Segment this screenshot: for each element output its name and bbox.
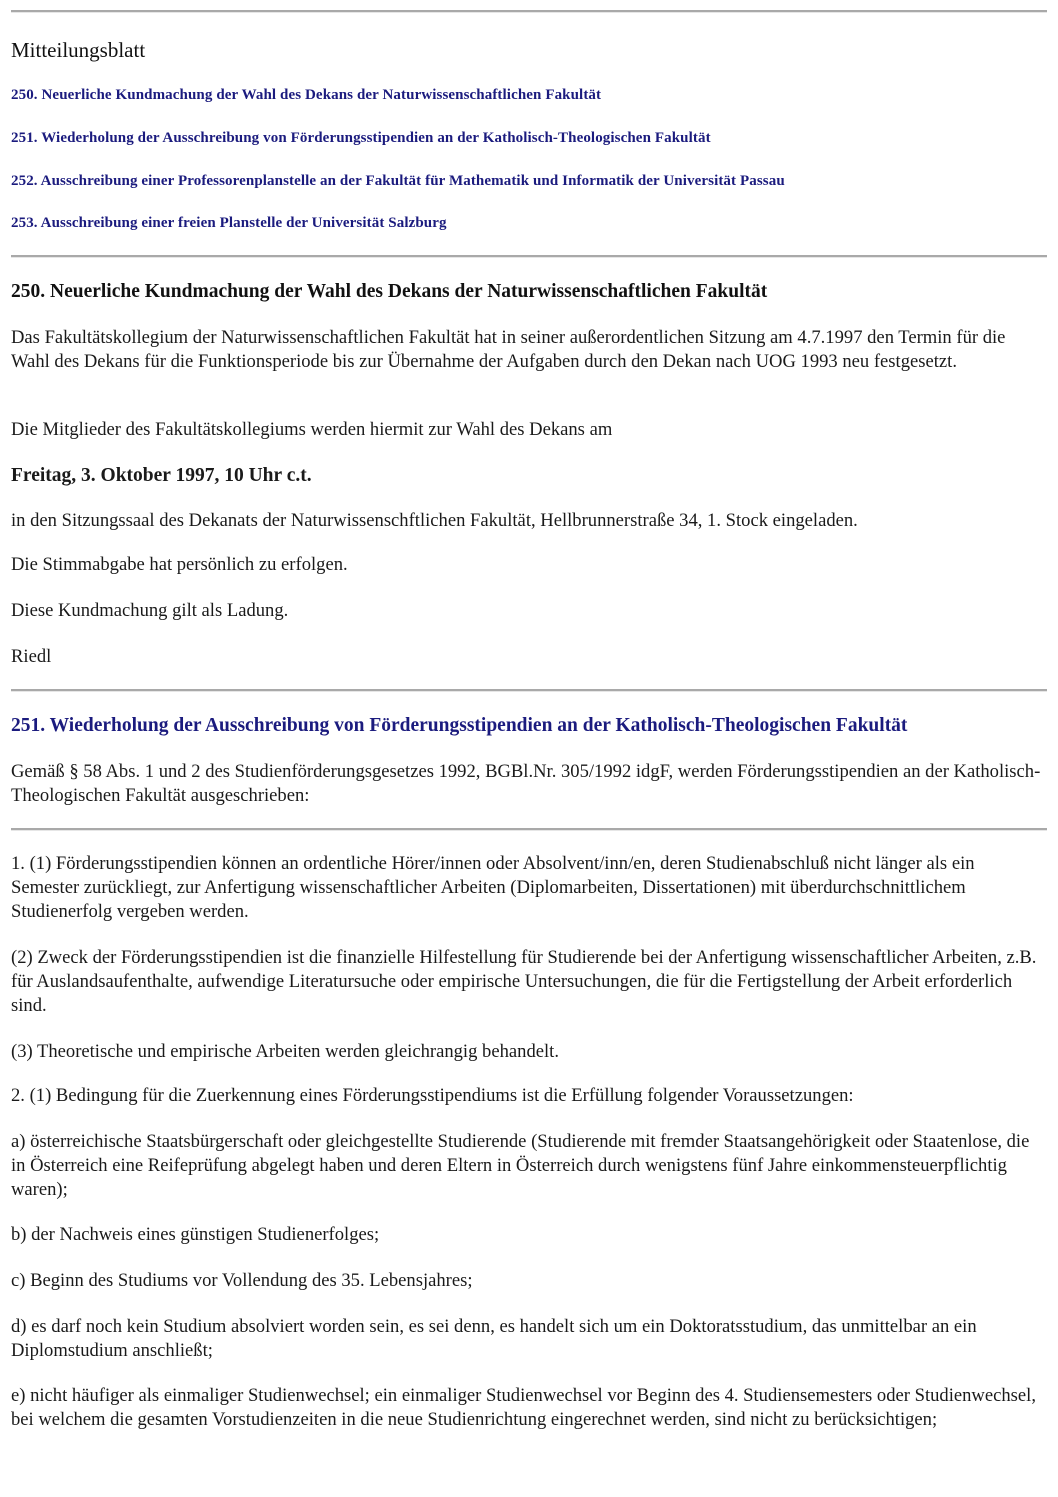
paragraph: Das Fakultätskollegium der Naturwissenschaftlichen Fakultät hat in seiner außerordentlichen Sitzung am 4.7.1997 den Termin für die Wahl des Dekans für die Funktionsperiode bis zur Übernahme der Aufgaben durch den Dekan nach UOG 1993 neu festgesetzt. <box>11 327 1006 372</box>
paragraph: 1. (1) Förderungsstipendien können an ordentliche Hörer/innen oder Absolvent/inn/en, deren Studienabschluß nicht länger als ein Semester zurückliegt, zur Anfertigung wissenschaftlicher Arbeiten (Diplomarbeiten, Dissertationen) mit überdurchschnittlichem Studienerfolg vergeben werden. <box>11 853 975 922</box>
page-title: Mitteilungsblatt <box>11 38 146 62</box>
list-item: d) es darf noch kein Studium absolviert worden sein, es sei denn, es handelt sich um ein Doktoratsstudium, das unmittelbar an ein Diplomstudium anschließt; <box>11 1316 977 1361</box>
toc-link-253[interactable]: 253. Ausschreibung einer freien Planstelle der Universität Salzburg <box>11 215 447 231</box>
divider <box>11 10 1047 13</box>
toc-link-251[interactable]: 251. Wiederholung der Ausschreibung von Förderungsstipendien an der Katholisch-Theologischen Fakultät <box>11 130 711 146</box>
divider <box>11 689 1047 692</box>
paragraph: (3) Theoretische und empirische Arbeiten werden gleichrangig behandelt. <box>11 1041 559 1062</box>
divider <box>11 255 1047 258</box>
paragraph: Die Mitglieder des Fakultätskollegiums werden hiermit zur Wahl des Dekans am <box>11 419 613 440</box>
section-heading-251[interactable]: 251. Wiederholung der Ausschreibung von Förderungsstipendien an der Katholisch-Theologischen Fakultät <box>11 715 908 736</box>
paragraph: Diese Kundmachung gilt als Ladung. <box>11 600 289 621</box>
paragraph: Gemäß § 58 Abs. 1 und 2 des Studienförderungsgesetzes 1992, BGBl.Nr. 305/1992 idgF, werden Förderungsstipendien an der Katholisch-Theologischen Fakultät ausgeschrieben: <box>11 761 1041 806</box>
toc-link-252[interactable]: 252. Ausschreibung einer Professorenplanstelle an der Fakultät für Mathematik und Informatik der Universität Passau <box>11 173 785 189</box>
paragraph: Die Stimmabgabe hat persönlich zu erfolgen. <box>11 554 348 575</box>
list-item: b) der Nachweis eines günstigen Studienerfolges; <box>11 1224 380 1245</box>
paragraph: in den Sitzungssaal des Dekanats der Naturwissenschftlichen Fakultät, Hellbrunnerstraße 34, 1. Stock eingeladen. <box>11 510 858 531</box>
paragraph: (2) Zweck der Förderungsstipendien ist die finanzielle Hilfestellung für Studierende bei der Anfertigung wissenschaftlicher Arbeiten, z.B. für Auslandsaufenthalte, aufwendige Literatursuche oder empirische Untersuchungen, die für die Fertigstellung der Arbeit erforderlich sind. <box>11 947 1037 1016</box>
toc-link-250[interactable]: 250. Neuerliche Kundmachung der Wahl des Dekans der Naturwissenschaftlichen Fakultät <box>11 87 602 103</box>
divider <box>11 828 1047 831</box>
paragraph: 2. (1) Bedingung für die Zuerkennung eines Förderungsstipendiums ist die Erfüllung folgender Voraussetzungen: <box>11 1085 854 1106</box>
list-item: a) österreichische Staatsbürgerschaft oder gleichgestellte Studierende (Studierende mit fremder Staatsangehörigkeit oder Staatenlose, die in Österreich eine Reifeprüfung abgelegt haben und deren Eltern in Österreich durch wenigstens fünf Jahre einkommensteuerpflichtig waren); <box>11 1131 1030 1200</box>
election-date: Freitag, 3. Oktober 1997, 10 Uhr c.t. <box>11 465 312 486</box>
list-item: e) nicht häufiger als einmaliger Studienwechsel; ein einmaliger Studienwechsel vor Beginn des 4. Studiensemesters oder Studienwechsel, bei welchem die gesamten Vorstudienzeiten in die neue Studienrichtung eingerechnet werden, sind nicht zu berücksichtigen; <box>11 1385 1036 1430</box>
section-heading-250: 250. Neuerliche Kundmachung der Wahl des Dekans der Naturwissenschaftlichen Fakultät <box>11 281 768 302</box>
list-item: c) Beginn des Studiums vor Vollendung des 35. Lebensjahres; <box>11 1270 473 1291</box>
signature: Riedl <box>11 646 52 667</box>
